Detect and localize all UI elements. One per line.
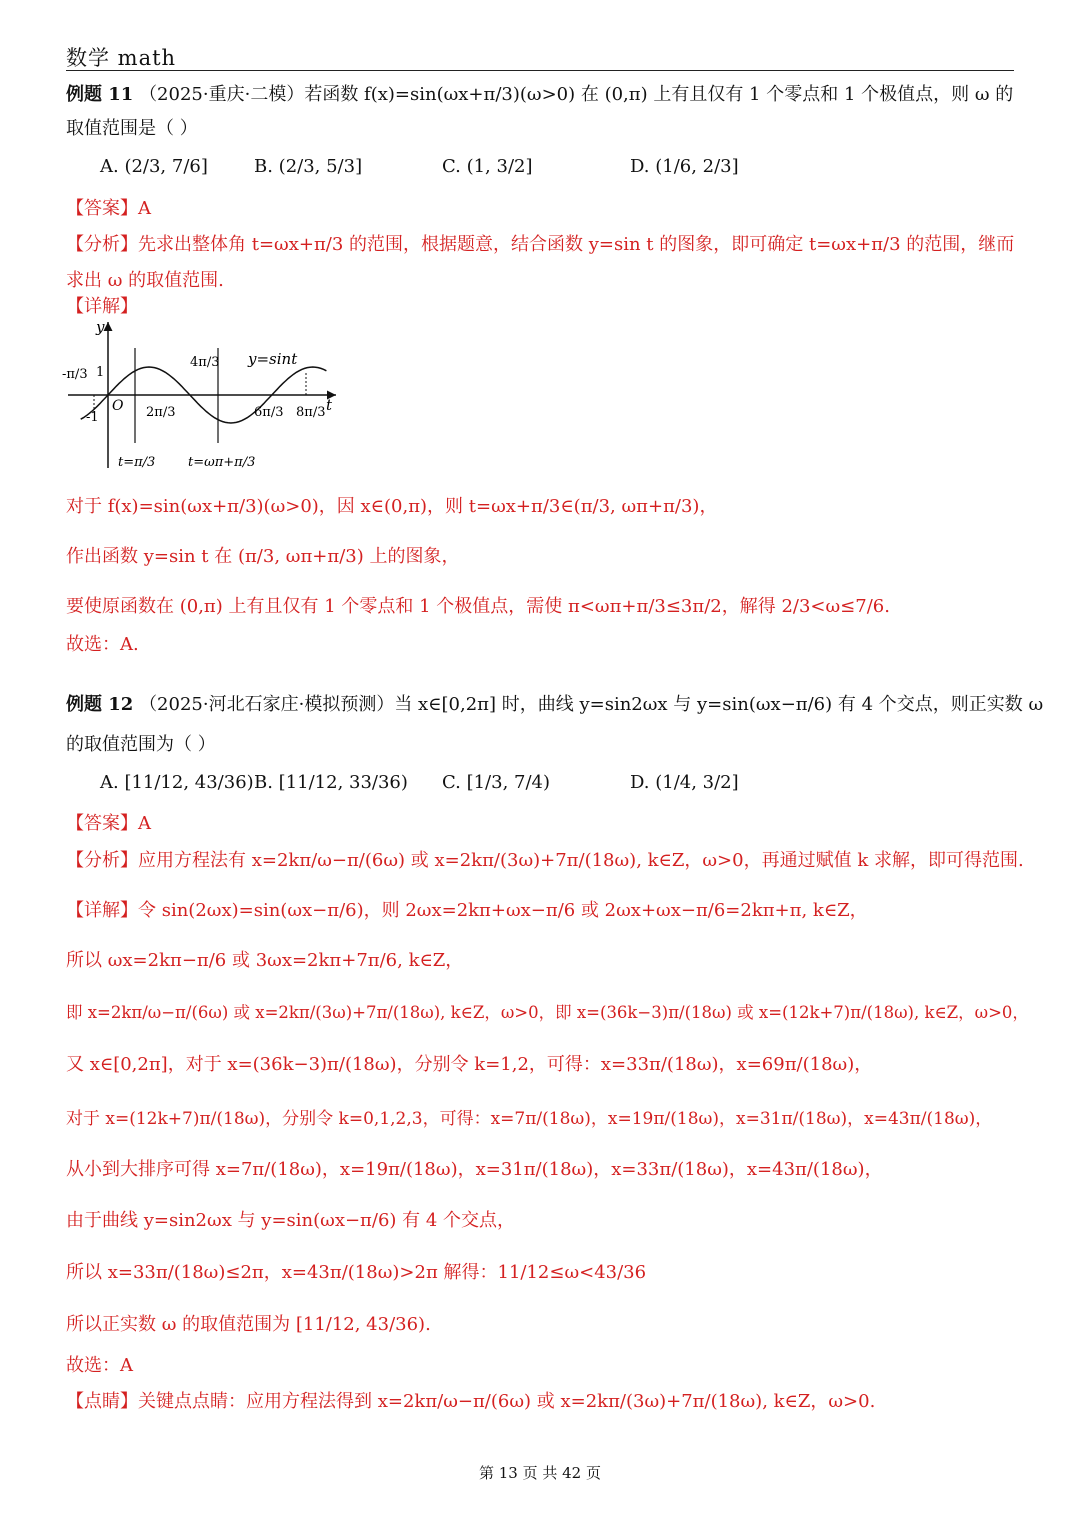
ex11-step4: 故选：A. (66, 634, 139, 655)
curve-label: y=sint (248, 350, 298, 368)
ex11-option-d: D. (1/6, 2/3] (630, 156, 739, 177)
ex12-option-b: B. [11/12, 33/36) (254, 772, 408, 793)
ex12-detail-line6: 从小到大排序可得 x=7π/(18ω)，x=19π/(18ω)，x=31π/(18ω)，x=33π/(18ω)，x=43π/(18ω)， (66, 1159, 883, 1180)
ex12-detail-line4: 又 x∈[0,2π]，对于 x=(36k−3)π/(18ω)，分别令 k=1,2，可得：x=33π/(18ω)，x=69π/(18ω)， (66, 1054, 873, 1075)
ex11-option-a: A. (2/3, 7/6] (100, 156, 208, 177)
ex11-option-b: B. (2/3, 5/3] (254, 156, 363, 177)
ex11-question-text: （2025·重庆·二模）若函数 f(x)=sin(ωx+π/3)(ω>0) 在 (0,π) 上有且仅有 1 个零点和 1 个极值点，则 ω 的 (139, 84, 1014, 105)
ex12-question-text: （2025·河北石家庄·模拟预测）当 x∈[0,2π] 时，曲线 y=sin2ωx 与 y=sin(ωx−π/6) 有 4 个交点，则正实数 ω (139, 694, 1044, 715)
page-footer: 第 13 页 共 42 页 (478, 1464, 601, 1482)
ex12-detail-line7: 由于曲线 y=sin2ωx 与 y=sin(ωx−π/6) 有 4 个交点， (66, 1210, 516, 1231)
ex11-detail-heading: 【详解】 (66, 296, 138, 317)
ex12-question-line2: 的取值范围为（ ） (66, 734, 216, 755)
ex12-detail-line10: 故选：A (66, 1355, 133, 1376)
ex12-answer: 【答案】A (66, 813, 151, 834)
ex11-step3: 要使原函数在 (0,π) 上有且仅有 1 个零点和 1 个极值点，需使 π<ωπ+π/3≤3π/2，解得 2/3<ω≤7/6. (66, 596, 890, 617)
ex12-option-a: A. [11/12, 43/36) (100, 772, 254, 793)
y-axis-label: y (96, 318, 105, 336)
tick-1: 1 (96, 365, 105, 380)
tick-neg-pi3: -π/3 (62, 367, 88, 382)
ex11-question-line2: 取值范围是（ ） (66, 118, 198, 139)
ex11-analysis-line1: 【分析】先求出整体角 t=ωx+π/3 的范围，根据题意，结合函数 y=sin t 的图象，即可确定 t=ωx+π/3 的范围，继而 (66, 234, 1015, 255)
t-left-label: t=π/3 (118, 455, 156, 470)
ex12-detail-line8: 所以 x=33π/(18ω)≤2π，x=43π/(18ω)>2π 解得：11/12≤ω<43/36 (66, 1262, 647, 1283)
origin-label: O (112, 398, 124, 414)
ex12-tip: 【点睛】关键点点睛：应用方程法得到 x=2kπ/ω−π/(6ω) 或 x=2kπ/(3ω)+7π/(18ω), k∈Z，ω>0. (66, 1391, 876, 1412)
ex11-analysis-line2: 求出 ω 的取值范围. (66, 270, 224, 291)
label-8pi3: 8π/3 (296, 405, 326, 420)
ex12-option-c: C. [1/3, 7/4) (442, 772, 550, 793)
ex11-option-c: C. (1, 3/2] (442, 156, 533, 177)
ex11-question-line1 (66, 82, 1014, 108)
ex12-detail-line3: 即 x=2kπ/ω−π/(6ω) 或 x=2kπ/(3ω)+7π/(18ω), k∈Z，ω>0，即 x=(36k−3)π/(18ω) 或 x=(12k+7)π/(18ω), k∈Z，ω>0， (66, 1003, 1029, 1022)
ex12-question-line1 (66, 692, 1044, 718)
sine-graph (58, 318, 348, 483)
ex11-label: 例题 11 (66, 84, 134, 105)
page-header-title: 数学 math (66, 46, 177, 70)
label-6pi3: 6π/3 (254, 405, 284, 420)
ex12-detail-line9: 所以正实数 ω 的取值范围为 [11/12, 43/36). (66, 1314, 431, 1335)
label-4pi3: 4π/3 (190, 355, 220, 370)
ex12-detail-line2: 所以 ωx=2kπ−π/6 或 3ωx=2kπ+7π/6, k∈Z， (66, 950, 464, 971)
ex11-step2: 作出函数 y=sin t 在 (π/3, ωπ+π/3) 上的图象， (66, 546, 460, 567)
ex12-analysis: 【分析】应用方程法有 x=2kπ/ω−π/(6ω) 或 x=2kπ/(3ω)+7π/(18ω), k∈Z，ω>0，再通过赋值 k 求解，即可得范围. (66, 850, 1024, 871)
ex12-label: 例题 12 (66, 694, 134, 715)
ex11-answer: 【答案】A (66, 198, 151, 219)
ex11-step1: 对于 f(x)=sin(ωx+π/3)(ω>0)，因 x∈(0,π)，则 t=ωx+π/3∈(π/3, ωπ+π/3)， (66, 496, 718, 517)
tick-minus-1: -1 (86, 410, 99, 425)
ex12-detail-line5: 对于 x=(12k+7)π/(18ω)，分别令 k=0,1,2,3，可得：x=7π/(18ω)，x=19π/(18ω)，x=31π/(18ω)，x=43π/(18ω)， (66, 1109, 993, 1129)
header-divider (66, 70, 1014, 71)
ex12-detail-line1: 【详解】令 sin(2ωx)=sin(ωx−π/6)，则 2ωx=2kπ+ωx−π/6 或 2ωx+ωx−π/6=2kπ+π, k∈Z， (66, 900, 868, 921)
t-axis-label: t (326, 396, 333, 414)
t-right-label: t=ωπ+π/3 (188, 455, 256, 470)
label-2pi3: 2π/3 (146, 405, 176, 420)
ex12-option-d: D. (1/4, 3/2] (630, 772, 739, 793)
